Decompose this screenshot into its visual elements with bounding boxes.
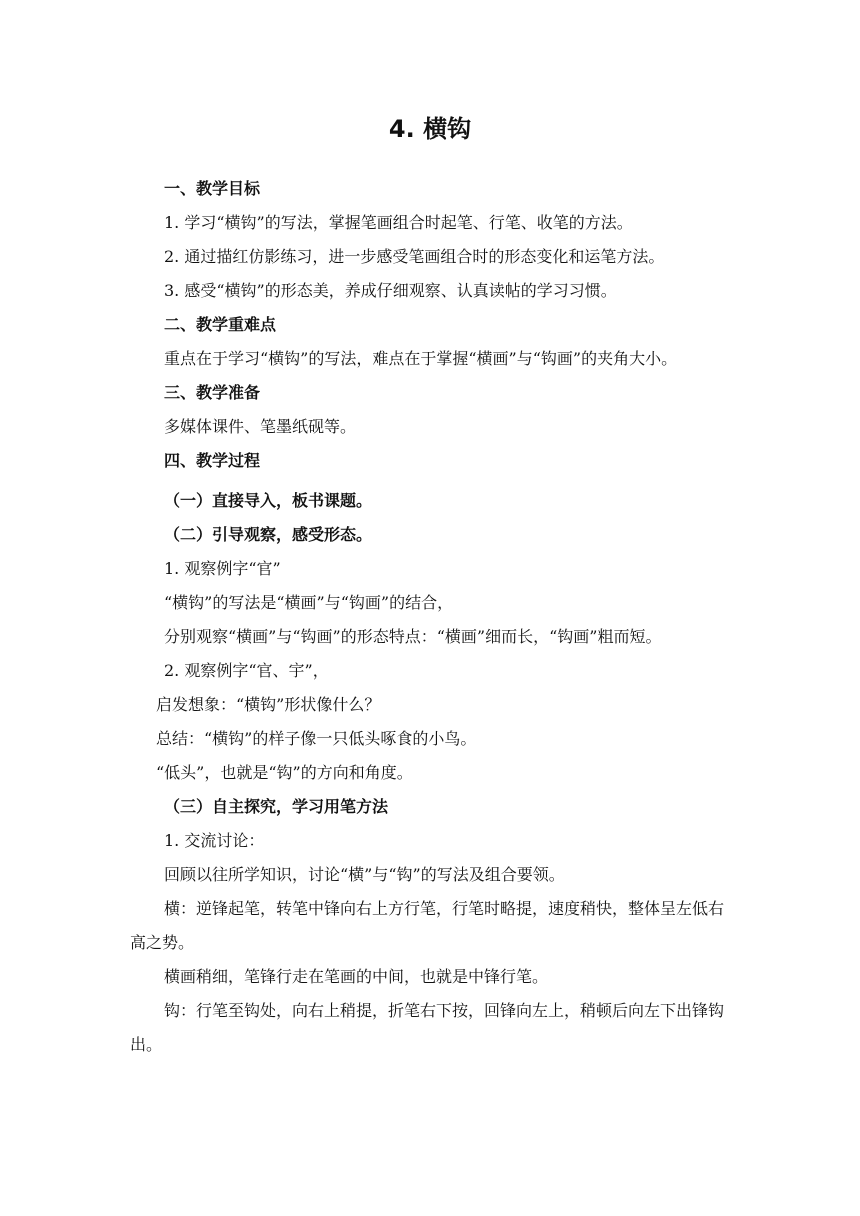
- subsection-heading: （三）自主探究，学习用笔方法: [164, 797, 389, 816]
- section-heading-process: 四、教学过程: [164, 451, 261, 470]
- paragraph: 横：逆锋起笔，转笔中锋向右上方行笔，行笔时略提，速度稍快，整体呈左低右高之势。: [130, 899, 725, 952]
- key-points-text: 重点在于学习“横钩”的写法，难点在于掌握“横画”与“钩画”的夹角大小。: [164, 349, 678, 368]
- paragraph: 1. 交流讨论：: [164, 831, 265, 850]
- paragraph: 总结：“横钩”的样子像一只低头啄食的小鸟。: [156, 729, 477, 748]
- preparation-text: 多媒体课件、笔墨纸砚等。: [164, 417, 357, 436]
- section-heading-preparation: 三、教学准备: [164, 383, 261, 402]
- paragraph: “横钩”的写法是“横画”与“钩画”的结合，: [164, 593, 454, 612]
- paragraph: 启发想象：“横钩”形状像什么？: [156, 695, 381, 714]
- paragraph: 横画稍细，笔锋行走在笔画的中间，也就是中锋行笔。: [164, 967, 549, 986]
- objective-item: 3. 感受“横钩”的形态美，养成仔细观察、认真读帖的学习习惯。: [164, 281, 617, 300]
- subsection-heading: （二）引导观察，感受形态。: [164, 525, 373, 544]
- paragraph: 分别观察“横画”与“钩画”的形态特点：“横画”细而长，“钩画”粗而短。: [164, 627, 662, 646]
- objective-item: 1. 学习“横钩”的写法，掌握笔画组合时起笔、行笔、收笔的方法。: [164, 213, 633, 232]
- paragraph: 回顾以往所学知识，讨论“横”与“钩”的写法及组合要领。: [164, 865, 565, 884]
- objective-item: 2. 通过描红仿影练习，进一步感受笔画组合时的形态变化和运笔方法。: [164, 247, 665, 266]
- document-body: [130, 172, 736, 1062]
- paragraph: 1. 观察例字“官”: [164, 559, 281, 578]
- section-heading-key-points: 二、教学重难点: [164, 315, 277, 334]
- paragraph: “低头”，也就是“钩”的方向和角度。: [156, 763, 413, 782]
- section-heading-objectives: 一、教学目标: [164, 179, 261, 198]
- subsection-heading: （一）直接导入，板书课题。: [164, 491, 373, 510]
- paragraph: 2. 观察例字“官、宇”，: [164, 661, 329, 680]
- paragraph: 钩：行笔至钩处，向右上稍提，折笔右下按，回锋向左上，稍顿后向左下出锋钩出。: [130, 1001, 725, 1054]
- document-title: 4. 横钩: [388, 115, 472, 143]
